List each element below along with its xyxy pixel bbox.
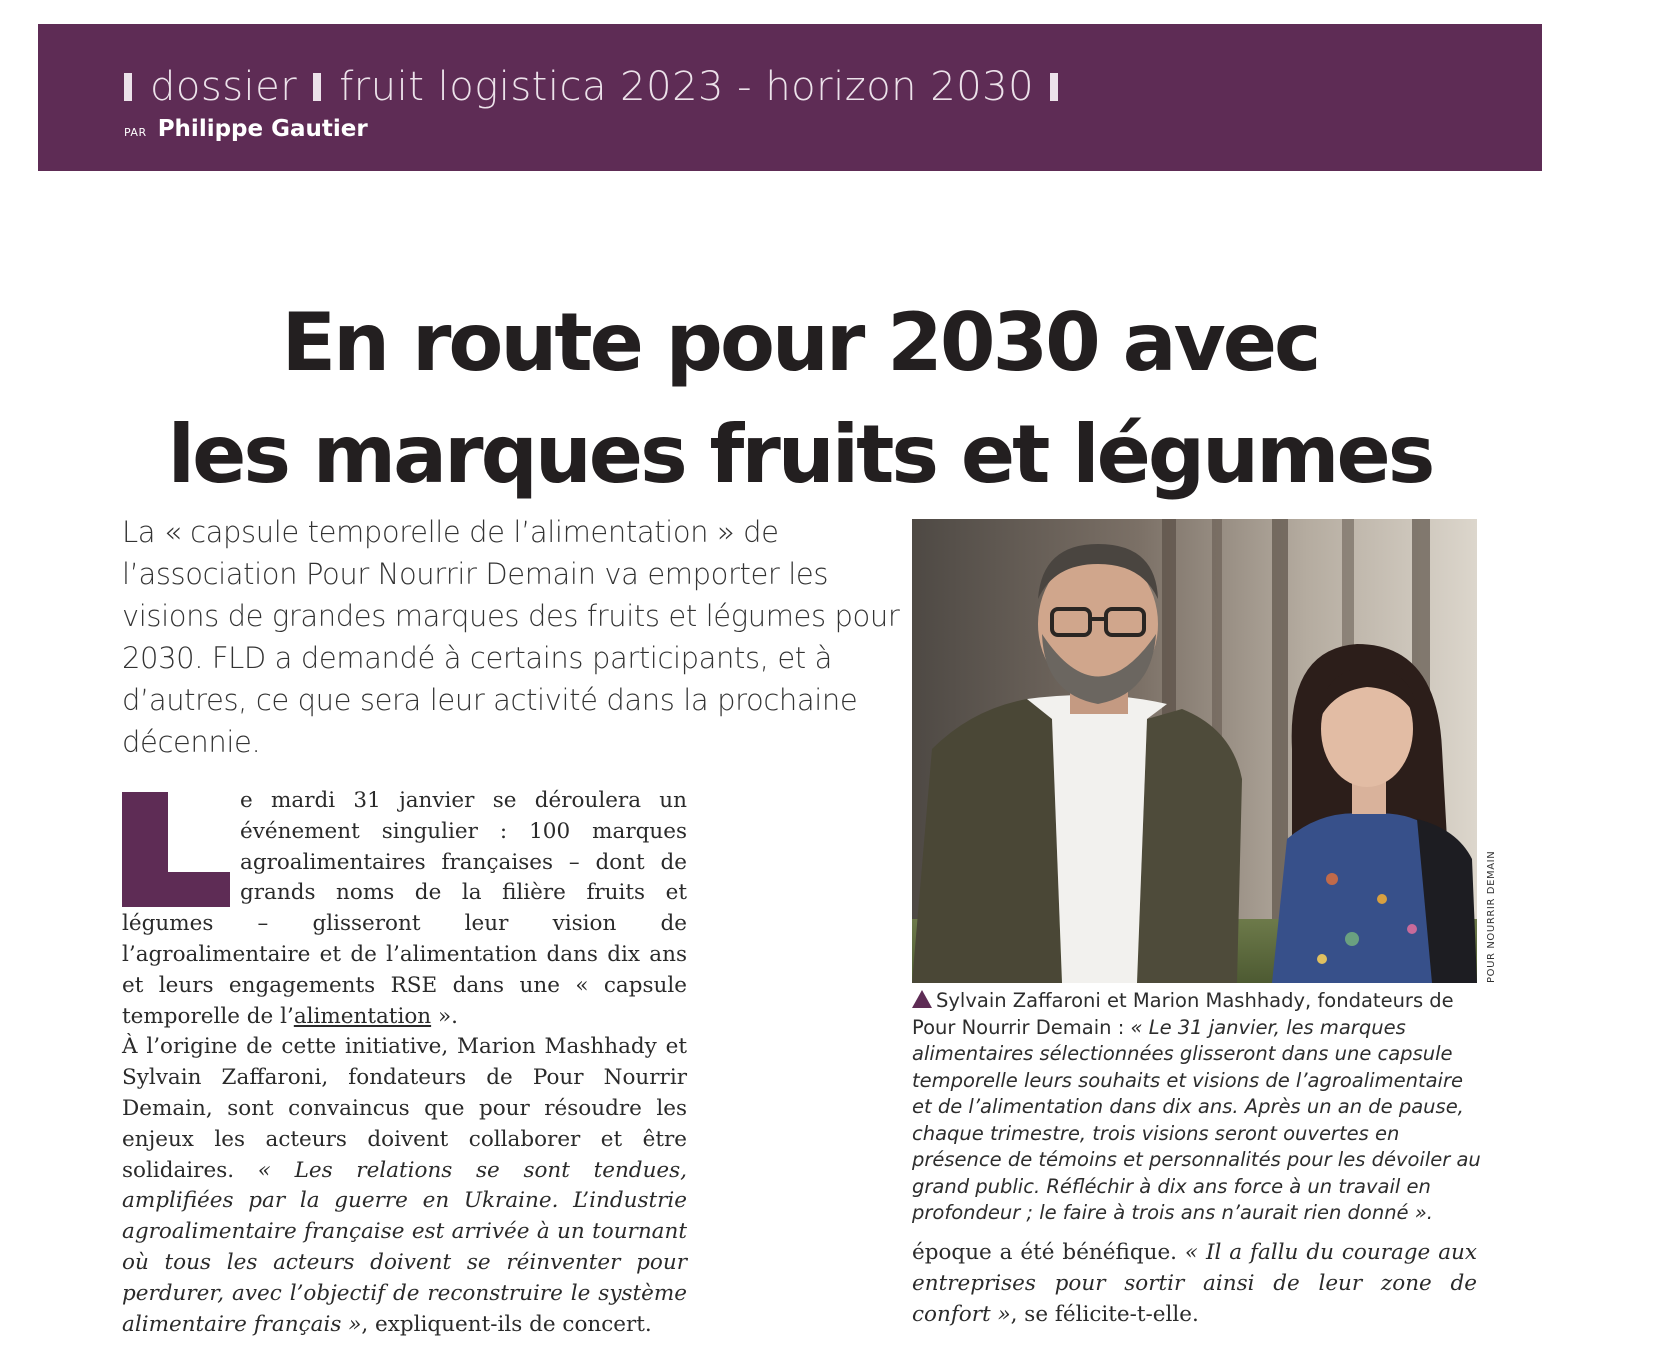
article-paragraph-1	[122, 786, 687, 1032]
separator-bar	[1050, 73, 1058, 101]
founders-photo	[912, 519, 1477, 983]
headline-line-1: En route pour 2030 avec	[281, 296, 1319, 389]
headline-line-2: les marques fruits et légumes	[167, 408, 1433, 501]
topic-label: fruit logistica 2023 - horizon 2030	[339, 64, 1035, 110]
founders-photo-illustration	[912, 519, 1477, 983]
right-column-paragraph	[912, 1238, 1477, 1330]
paragraph-1-end: ».	[431, 1003, 458, 1029]
paragraph-2-text: À l’origine de cette initiative, Marion Mashhady et Sylvain Zaffaroni, fondateurs de Pour Nourrir Demain, sont convaincus que pour résoudre les enjeux les acteurs doivent collaborer et être solidaires.	[122, 1034, 687, 1183]
separator-bar	[313, 73, 321, 101]
paragraph-2-quote: « Les relations se sont tendues, amplifiées par la guerre en Ukraine. L’industrie agroalimentaire française est arrivée à un tournant où tous les acteurs doivent se réinventer pour perdurer, avec l’objectif de reconstruire le système alimentaire français »	[122, 1157, 688, 1337]
paragraph-2-end: , expliquent-ils de concert.	[361, 1311, 652, 1337]
photo-credit: POUR NOURRIR DEMAIN	[1486, 850, 1497, 983]
section-header-band	[38, 24, 1542, 171]
separator-bar	[124, 73, 132, 101]
section-kicker	[124, 64, 1058, 110]
caption-triangle-icon	[912, 990, 932, 1008]
paragraph-1-text: e mardi 31 janvier se déroulera un événement singulier : 100 marques agroalimentaires françaises – dont de grands noms de la filière fruits et légumes – glisseront leur vision de l’agroalimentaire et de l’alimentation dans dix ans et leurs engagements RSE dans une « capsule temporelle de l’	[122, 788, 687, 1029]
caption-quote: « Le 31 janvier, les marques alimentaires sélectionnées glisseront dans une capsule temporelle leurs souhaits et visions de l’agroalimentaire et de l’alimentation dans dix ans. Après un an de pause, chaque trimestre, trois visions seront ouvertes en présence de témoins et personnalités pour les dévoiler au grand public. Réfléchir à dix ans force à un travail en profondeur ; le faire à trois ans n’aurait rien donné ».	[912, 1015, 1481, 1224]
caption-names: Sylvain Zaffaroni et Marion Mashhady, fondateurs de Pour Nourrir Demain :	[912, 989, 1454, 1039]
right-column-quote: « Il a fallu du courage aux entreprises pour sortir ainsi de leur zone de confort »	[912, 1240, 1477, 1327]
article-body-left-column	[122, 786, 687, 1340]
section-label: dossier	[150, 64, 298, 110]
right-column-end: , se félicite-t-elle.	[1010, 1301, 1199, 1327]
article-standfirst: La « capsule temporelle de l’alimentation » de l’association Pour Nourrir Demain va emporter les visions de grandes marques des fruits et légumes pour 2030. FLD a demandé à certains participants, et à d’autres, ce que sera leur activité dans la prochaine décennie.	[122, 515, 900, 759]
article-paragraph-2	[122, 1032, 687, 1340]
byline	[124, 116, 368, 142]
article-body-right-column	[912, 1238, 1477, 1330]
article-headline	[100, 287, 1500, 511]
byline-prefix: PAR	[124, 126, 147, 139]
alimentation-link[interactable]: alimentation	[293, 1003, 432, 1029]
dropcap-l	[122, 792, 230, 907]
author-name: Philippe Gautier	[157, 116, 368, 142]
right-column-text: époque a été bénéfique.	[912, 1240, 1185, 1265]
photo-caption	[912, 988, 1482, 1227]
